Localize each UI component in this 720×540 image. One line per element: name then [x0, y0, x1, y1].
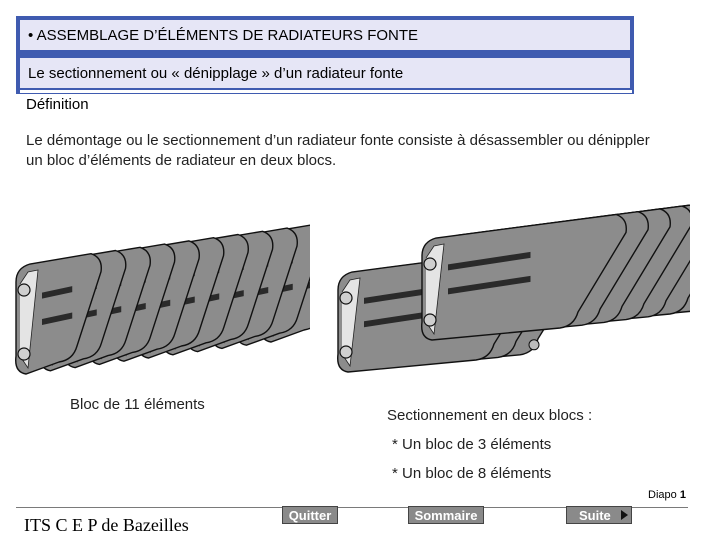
radiator-11-svg	[10, 218, 310, 394]
caption-right-line1: * Un bloc de 3 éléments	[392, 436, 552, 453]
caption-left: Bloc de 11 éléments	[70, 396, 205, 413]
next-button-label: Suite	[579, 507, 611, 523]
quit-button-label: Quitter	[288, 507, 332, 523]
plug-icon	[424, 314, 436, 326]
summary-button[interactable]	[408, 506, 484, 524]
caption-right-line2: * Un bloc de 8 éléments	[392, 465, 552, 482]
plug-icon	[529, 340, 539, 350]
page-subtitle: Le sectionnement ou « dénipplage » d’un radiateur fonte	[20, 58, 630, 88]
next-button[interactable]	[566, 506, 632, 524]
plug-icon	[18, 284, 30, 296]
page-title: • ASSEMBLAGE D’ÉLÉMENTS DE RADIATEURS FONTE	[20, 20, 630, 50]
plug-icon	[424, 258, 436, 270]
caption-right-title: Sectionnement en deux blocs :	[387, 407, 593, 424]
radiator-fins-group	[16, 222, 310, 374]
play-arrow-icon	[621, 510, 628, 520]
quit-button[interactable]	[282, 506, 338, 524]
plug-icon	[340, 346, 352, 358]
slide-label: Diapo	[648, 489, 677, 501]
slide-indicator	[648, 489, 686, 501]
radiator-8-elements	[422, 200, 690, 340]
school-name: ITS C E P de Bazeilles	[24, 515, 189, 535]
sectioned-radiators-svg	[330, 200, 690, 400]
sectioned-radiators-illustration	[330, 200, 690, 400]
header-underline	[20, 90, 632, 93]
summary-button-label: Sommaire	[414, 507, 478, 523]
slide-number: 1	[679, 489, 686, 501]
plug-icon	[18, 348, 30, 360]
section-label: Définition	[26, 96, 89, 113]
header-frame	[16, 16, 634, 94]
definition-text: Le démontage ou le sectionnement d’un radiateur fonte consiste à désassembler ou dénippler un bloc d’éléments de radiateur en deux blocs.	[26, 132, 650, 169]
plug-icon	[340, 292, 352, 304]
radiator-11-elements-illustration	[10, 218, 310, 394]
